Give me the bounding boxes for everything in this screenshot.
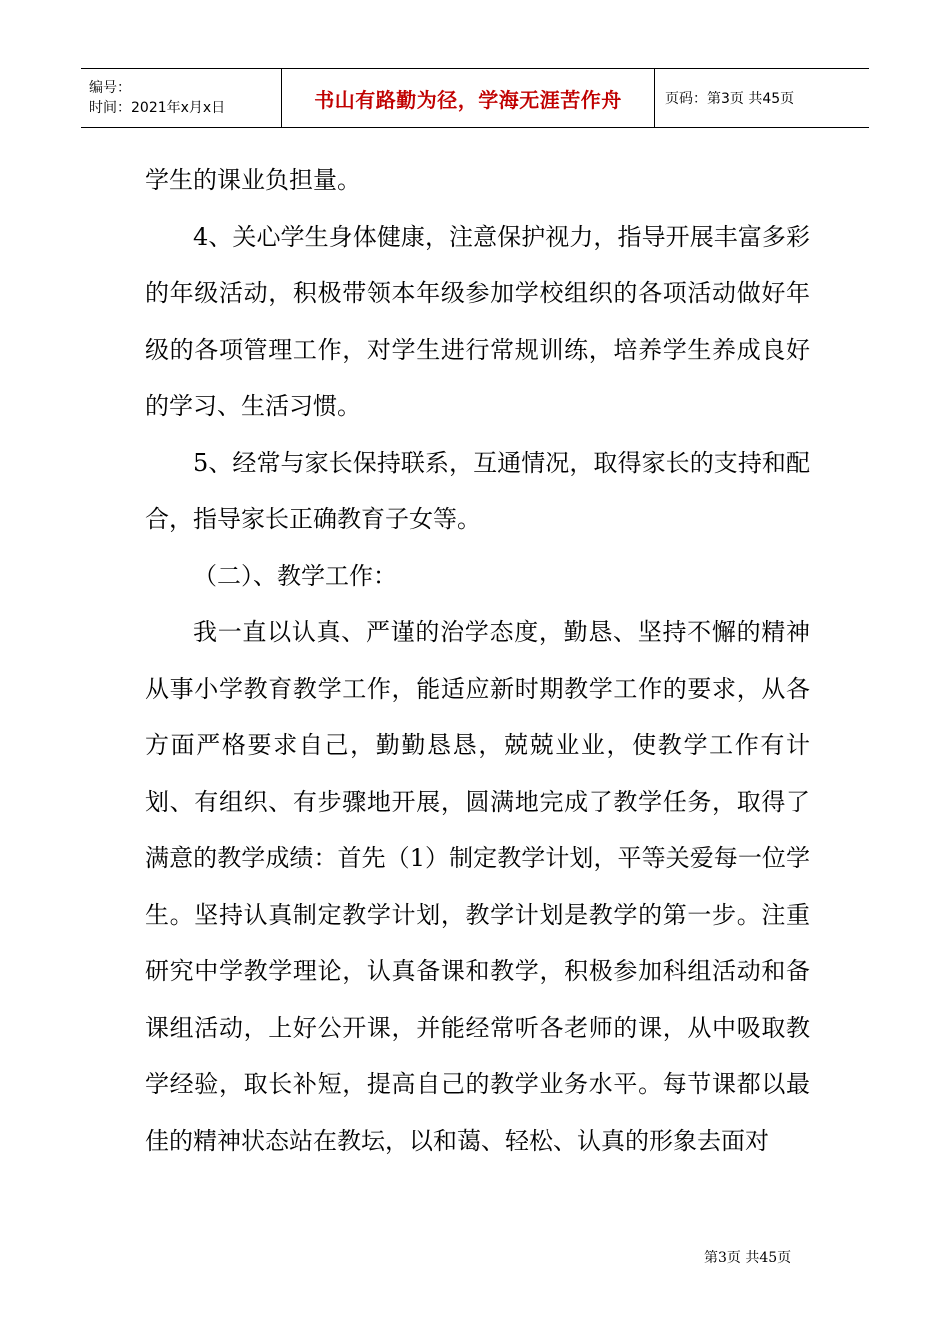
page-header bbox=[81, 68, 869, 128]
document-number-label: 编号： bbox=[89, 80, 131, 96]
document-body bbox=[145, 152, 810, 1169]
paragraph: 我一直以认真、严谨的治学态度，勤恳、坚持不懈的精神从事小学教育教学工作，能适应新时期教学工作的要求，从各方面严格要求自己，勤勤恳恳，兢兢业业，使教学工作有计划、有组织、有步骤地开展，圆满地完成了教学任务，取得了满意的教学成绩：首先（1）制定教学计划，平等关爱每一位学生。坚持认真制定教学计划，教学计划是教学的第一步。注重研究中学教学理论，认真备课和教学，积极参加科组活动和备课组活动，上好公开课，并能经常听各老师的课，从中吸取教学经验，取长补短，提高自己的教学业务水平。每节课都以最佳的精神状态站在教坛，以和蔼、轻松、认真的形象去面对 bbox=[145, 618, 810, 1155]
paragraph: 4、关心学生身体健康，注意保护视力，指导开展丰富多彩的年级活动，积极带领本年级参加学校组织的各项活动做好年级的各项管理工作，对学生进行常规训练，培养学生养成良好的学习、生活习惯。 bbox=[145, 222, 810, 420]
page-footer: 第3页 共45页 bbox=[704, 1250, 792, 1266]
document-date: 时间：2021年x月x日 bbox=[89, 100, 226, 116]
section-heading: （二）、教学工作： bbox=[193, 561, 397, 590]
header-meta bbox=[81, 69, 281, 127]
header-page-info: 页码：第3页 共45页 bbox=[665, 91, 795, 107]
paragraph: 学生的课业负担量。 bbox=[145, 166, 361, 194]
paragraph: 5、经常与家长保持联系，互通情况，取得家长的支持和配合，指导家长正确教育子女等。 bbox=[145, 448, 810, 533]
header-motto: 书山有路勤为径，学海无涯苦作舟 bbox=[281, 69, 655, 127]
